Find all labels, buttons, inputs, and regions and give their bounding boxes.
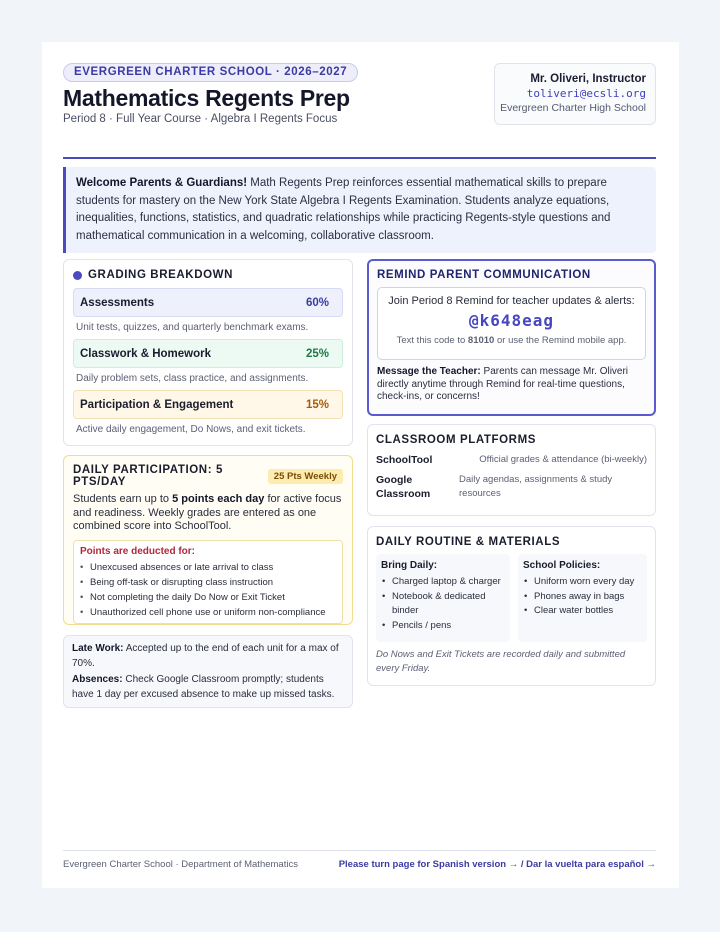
footer xyxy=(63,850,656,872)
instructor-email[interactable]: toliveri@ecsli.org xyxy=(526,87,646,100)
list-item: • Unexcused absences or late arrival to class xyxy=(80,560,336,575)
list-item: • Notebook & dedicated binder xyxy=(381,590,505,619)
remind-code-box xyxy=(377,287,646,360)
platform-name: Google Classroom xyxy=(376,474,431,500)
grade-label: Assessments xyxy=(80,296,155,309)
spanish-version-note: Please turn page for Spanish version → / Dar la vuelta para español → xyxy=(338,859,656,870)
remind-sms-instructions xyxy=(378,334,645,347)
grade-label: Classwork & Homework xyxy=(80,347,212,360)
list-item: • Phones away in bags xyxy=(523,590,642,605)
grade-row-assessments xyxy=(73,288,343,317)
page-title: Mathematics Regents Prep xyxy=(63,85,350,111)
msg-body: Parents can message Mr. Oliveri directly anytime through Remind for real-time questions, check-ins, or concerns! xyxy=(377,366,629,402)
bring-daily-box xyxy=(376,554,510,642)
absences-policy xyxy=(72,673,344,702)
grade-description: Active daily engagement, Do Nows, and exit tickets. xyxy=(76,424,306,435)
remind-card xyxy=(367,259,656,416)
daily-participation-card xyxy=(63,455,353,625)
msg-lead: Message the Teacher: xyxy=(377,366,481,377)
grading-breakdown-card xyxy=(63,259,353,446)
platform-row-schooltool xyxy=(376,453,647,467)
participation-title: DAILY PARTICIPATION: 5 PTS/DAY xyxy=(73,464,223,488)
welcome-lead: Welcome Parents & Guardians! xyxy=(76,177,248,189)
instructor-name: Mr. Oliveri, Instructor xyxy=(530,73,646,85)
part-post: for active focus and readiness. Weekly grades are entered as one combined score into SchoolTool. xyxy=(73,493,342,532)
sms-pre: Text this code to xyxy=(396,335,468,346)
routine-note: Do Nows and Exit Tickets are recorded daily and submitted every Friday. xyxy=(376,649,626,674)
grade-description: Daily problem sets, class practice, and assignments. xyxy=(76,373,309,384)
list-item: • Charged laptop & charger xyxy=(381,575,505,590)
bring-title: Bring Daily: xyxy=(381,560,438,571)
instructor-campus: Evergreen Charter High School xyxy=(500,102,646,114)
late-body: Accepted up to the end of each unit for a max of 70%. xyxy=(72,643,339,669)
daily-routine-card xyxy=(367,526,656,686)
school-year-pill: EVERGREEN CHARTER SCHOOL · 2026–2027 xyxy=(63,63,358,82)
part-pre: Students earn up to xyxy=(73,493,173,505)
grade-row-participation xyxy=(73,390,343,419)
list-item: • Not completing the daily Do Now or Exit Ticket xyxy=(80,590,336,605)
deductions-list xyxy=(80,560,336,620)
platform-desc: Official grades & attendance (bi-weekly) xyxy=(479,454,647,465)
platform-name: SchoolTool xyxy=(376,454,433,466)
handout-page xyxy=(42,42,679,888)
remind-join-text: Join Period 8 Remind for teacher updates & alerts: xyxy=(388,295,635,307)
policies-title: School Policies: xyxy=(522,560,601,571)
list-item: • Clear water bottles xyxy=(523,604,642,619)
list-item: • Pencils / pens xyxy=(381,619,505,634)
welcome-message xyxy=(63,167,656,253)
late-lead: Late Work: xyxy=(72,643,124,654)
course-subtitle: Period 8 · Full Year Course · Algebra I Regents Focus xyxy=(63,113,338,125)
grade-description: Unit tests, quizzes, and quarterly benchmark exams. xyxy=(76,322,309,333)
instructor-card xyxy=(494,63,656,125)
bullet-dot-icon xyxy=(73,271,82,280)
remind-title: REMIND PARENT COMMUNICATION xyxy=(377,269,591,281)
grade-row-classwork xyxy=(73,339,343,368)
platforms-title: CLASSROOM PLATFORMS xyxy=(376,434,537,446)
message-teacher-note xyxy=(377,366,646,404)
header xyxy=(63,63,656,159)
platform-row-google-classroom xyxy=(376,473,647,501)
classroom-platforms-card xyxy=(367,424,656,516)
grading-title: GRADING BREAKDOWN xyxy=(88,269,233,281)
participation-text xyxy=(73,493,343,534)
list-item: • Unauthorized cell phone use or uniform non-compliance xyxy=(80,605,336,620)
abs-lead: Absences: xyxy=(72,674,123,685)
late-work-absences-card xyxy=(63,635,353,708)
late-work-policy xyxy=(72,642,344,671)
grade-percent: 15% xyxy=(305,398,329,411)
footer-department: Evergreen Charter School · Department of Mathematics xyxy=(63,859,298,870)
platform-desc: Daily agendas, assignments & study resources xyxy=(459,474,613,499)
school-policies-box xyxy=(518,554,647,642)
remind-class-code: @k648eag xyxy=(468,311,555,330)
sms-number: 81010 xyxy=(467,335,495,346)
welcome-body: Math Regents Prep reinforces essential mathematical skills to prepare students for mastery on the New York State Algebra I Regents Examination. Students analyze equations, inequalities, functions, statistics, and quadratic relationships while practicing Regents-style questions and mathematical communication in a welcoming, collaborative classroom. xyxy=(76,177,611,242)
grade-percent: 25% xyxy=(305,347,329,360)
grade-percent: 60% xyxy=(305,296,329,309)
deductions-title: Points are deducted for: xyxy=(80,545,196,557)
part-bold: 5 points each day xyxy=(172,493,265,505)
list-item: • Uniform worn every day xyxy=(523,575,642,590)
deductions-box xyxy=(73,540,343,624)
list-item: • Being off-task or disrupting class instruction xyxy=(80,575,336,590)
grade-label: Participation & Engagement xyxy=(80,398,234,411)
abs-body: Check Google Classroom promptly; students have 1 day per excused absence to make up missed tasks. xyxy=(72,674,335,700)
sms-post: or use the Remind mobile app. xyxy=(494,335,627,346)
routine-title: DAILY ROUTINE & MATERIALS xyxy=(376,536,561,548)
weekly-points-badge: 25 Pts Weekly xyxy=(268,469,343,484)
